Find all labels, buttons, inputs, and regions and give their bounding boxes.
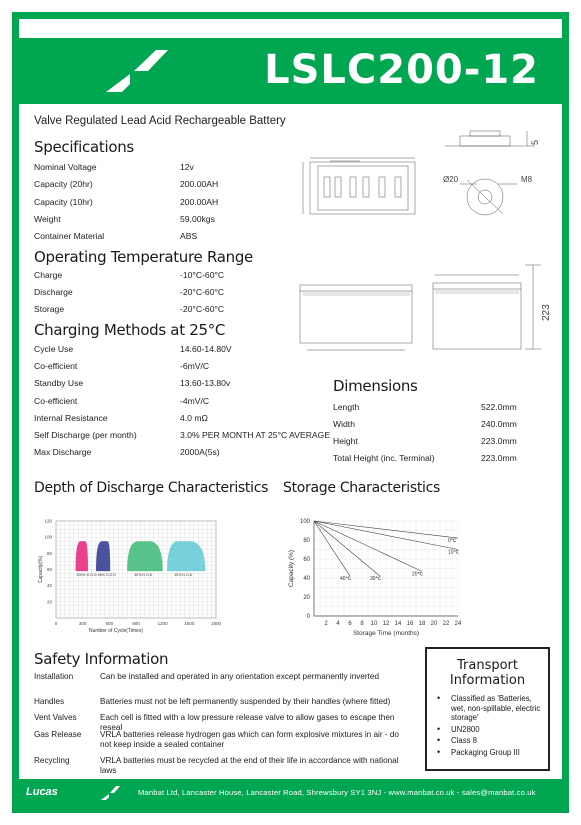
row-value: -20°C-60°C (180, 304, 225, 314)
safety-text: VRLA batteries must be recycled at the end of their life in accordance with national laws (100, 756, 399, 775)
storage-series-label: 10℃ (448, 549, 460, 556)
row-label: Charge (34, 270, 63, 280)
row-value: -6mV/C (180, 361, 210, 372)
transport-heading: Transport Information (449, 658, 526, 688)
x-tick-label: 1200 (157, 621, 168, 626)
spec-row (34, 231, 334, 243)
x-tick-label: 12 (382, 621, 390, 627)
footer-bar (14, 779, 567, 806)
y-tick-label: 120 (44, 518, 52, 524)
x-tick-label: 900 (132, 621, 140, 626)
charge-row (34, 396, 334, 408)
x-tick-label: 14 (394, 621, 402, 627)
footer-address: Manbat Ltd, Lancaster House, Lancaster Road, Shrewsbury SY1 3NJ - www.manbat.co.uk - sales@manbat.co.uk (138, 788, 536, 797)
transport-info-box (425, 647, 550, 771)
row-label: Length (333, 402, 360, 412)
y-tick-label: 20 (46, 599, 52, 605)
row-value: 240.0mm (481, 419, 517, 429)
y-axis-label: Capacity(%) (38, 555, 44, 584)
spec-row (34, 214, 334, 226)
spec-row (34, 197, 334, 209)
transport-item: • Class 8 (437, 736, 548, 746)
drawing-diameter-label: Ø20 (443, 175, 459, 184)
x-tick-label: 16 (406, 621, 414, 627)
row-label: Co-efficient (34, 361, 78, 372)
dod-series-area (167, 541, 205, 571)
x-tick-label: 600 (105, 621, 114, 626)
storage-series-label: 40℃ (340, 576, 352, 583)
y-tick-label: 60 (46, 567, 52, 572)
dod-series-label: 50% D.O.D (97, 573, 116, 578)
y-tick-label: 0 (306, 614, 310, 620)
dod-chart (34, 513, 224, 638)
x-tick-label: 4 (336, 621, 340, 627)
x-axis-label: Number of Cycle(Times) (89, 628, 143, 634)
transport-item: • Classified as 'Batteries, wet, non-spillable, electric storage' (437, 694, 548, 723)
temperature-heading: Operating Temperature Range (34, 248, 253, 266)
y-tick-label: 80 (303, 538, 310, 544)
row-value: 200.00AH (180, 179, 219, 190)
row-value: 200.00AH (180, 196, 219, 207)
dod-series-area (96, 541, 110, 571)
row-value: -4mV/C (180, 395, 210, 406)
row-label: Nominal Voltage (34, 162, 97, 172)
safety-text: Batteries must not be left permanently suspended by their handles (where fitted) (100, 697, 391, 706)
charging-heading: Charging Methods at 25°C (34, 321, 226, 339)
dod-series-label: 30% D.O.D (134, 573, 153, 578)
lucas-logo-icon (86, 42, 186, 100)
transport-item: • Packaging Group III (437, 748, 548, 758)
row-label: Cycle Use (34, 344, 74, 354)
row-value: 59.00kgs (180, 213, 215, 224)
y-tick-label: 80 (46, 550, 52, 556)
y-tick-label: 60 (303, 557, 310, 563)
transport-list (437, 694, 548, 757)
charge-row (34, 447, 334, 459)
safety-label: Vent Valves (34, 713, 77, 722)
storage-series-label: 30℃ (370, 576, 382, 583)
charge-row (34, 378, 334, 390)
row-label: Total Height (inc. Terminal) (333, 453, 435, 463)
x-tick-label: 18 (418, 621, 426, 627)
row-label: Weight (34, 213, 61, 224)
y-axis-label: Capacity (%) (288, 549, 295, 588)
spec-row (34, 162, 334, 174)
safety-text: VRLA batteries release hydrogen gas which can form explosive mixtures in air - do not keep inside a sealed container (100, 730, 399, 749)
y-tick-label: 20 (303, 595, 310, 601)
row-label: Internal Resistance (34, 412, 108, 423)
row-value: 4.0 mΩ (180, 412, 208, 423)
row-value: -20°C-60°C (180, 287, 225, 297)
row-label: Capacity (10hr) (34, 196, 93, 207)
x-tick-label: 2 (324, 621, 328, 627)
row-label: Standby Use (34, 378, 84, 389)
row-label: Height (333, 436, 358, 446)
temp-row (34, 270, 334, 282)
safety-text: Each cell is fitted with a low pressure release valve to allow gases to escape then reseal (100, 713, 395, 732)
row-label: Capacity (20hr) (34, 179, 93, 190)
charge-row (34, 413, 334, 425)
row-value: 12v (180, 162, 194, 172)
safety-text: Can be installed and operated in any orientation except permanently inverted (100, 672, 380, 681)
x-tick-label: 20 (430, 621, 438, 627)
dim-row (333, 419, 533, 431)
storage-series-label: 20℃ (412, 571, 424, 578)
transport-item: • UN2800 (437, 725, 548, 735)
row-value: ABS (180, 231, 198, 242)
row-value: 223.0mm (481, 453, 517, 463)
row-value: -10°C-60°C (180, 270, 225, 280)
row-value: 223.0mm (481, 436, 517, 446)
charge-row (34, 361, 334, 373)
storage-chart (282, 513, 472, 641)
x-tick-label: 6 (348, 621, 352, 627)
x-tick-label: 24 (454, 621, 462, 627)
temp-row (34, 304, 334, 316)
row-label: Container Material (34, 231, 105, 242)
safety-heading: Safety Information (34, 650, 169, 668)
row-label: Max Discharge (34, 447, 92, 458)
drawing-height-label: 223 (541, 304, 552, 321)
x-tick-label: 22 (442, 621, 450, 627)
row-label: Width (333, 419, 355, 429)
x-tick-label: 1500 (184, 621, 195, 626)
row-label: Co-efficient (34, 395, 78, 406)
safety-label: Installation (34, 672, 74, 681)
safety-label: Gas Release (34, 730, 82, 739)
dim-row (333, 402, 533, 414)
x-axis-label: Storage Time (months) (352, 630, 420, 637)
spec-row (34, 179, 334, 191)
storage-series-label: 0℃ (448, 538, 457, 545)
drawing-top-dim: 5 (530, 139, 540, 145)
dod-series-area (76, 541, 88, 571)
technical-drawing (295, 125, 555, 365)
row-value: 13.60-13.80v (180, 378, 231, 389)
row-value: 2000A(5s) (180, 447, 220, 458)
dim-row (333, 436, 533, 448)
row-value: 522.0mm (481, 402, 517, 412)
y-tick-label: 40 (303, 576, 310, 582)
temp-row (34, 287, 334, 299)
product-subtitle: Valve Regulated Lead Acid Rechargeable Battery (34, 115, 286, 127)
x-tick-label: 8 (360, 621, 364, 627)
header-banner (14, 38, 567, 104)
footer-brand: Lucas (26, 786, 58, 798)
x-tick-label: 0 (54, 621, 58, 626)
y-tick-label: 40 (46, 583, 52, 589)
drawing-thread-label: M8 (521, 175, 533, 184)
x-tick-label: 10 (370, 621, 378, 627)
x-tick-label: 1800 (210, 621, 222, 626)
row-label: Storage (34, 304, 65, 314)
charge-row (34, 344, 334, 356)
dimensions-heading: Dimensions (333, 377, 418, 395)
safety-label: Handles (34, 697, 65, 706)
storage-heading: Storage Characteristics (283, 480, 440, 496)
row-value: 3.0% PER MONTH AT 25°C AVERAGE (180, 430, 331, 440)
safety-label: Recycling (34, 756, 70, 765)
product-title: LSLC200-12 (264, 47, 539, 93)
dod-heading: Depth of Discharge Characteristics (34, 480, 269, 496)
row-label: Self Discharge (per month) (34, 430, 137, 440)
storage-series-line (314, 521, 380, 576)
row-value: 14.60-14.80V (180, 344, 232, 354)
footer-logo-icon (98, 783, 122, 803)
y-tick-label: 100 (44, 534, 52, 540)
x-tick-label: 300 (78, 621, 87, 626)
dod-series-area (127, 541, 163, 571)
specifications-heading: Specifications (34, 138, 134, 156)
y-tick-label: 100 (299, 519, 310, 525)
dim-row (333, 453, 533, 465)
dod-series-label: 100% D.O.D (76, 573, 97, 578)
dod-series-label: 15% D.O.D (174, 573, 193, 578)
charge-row (34, 430, 334, 442)
row-label: Discharge (34, 287, 73, 297)
